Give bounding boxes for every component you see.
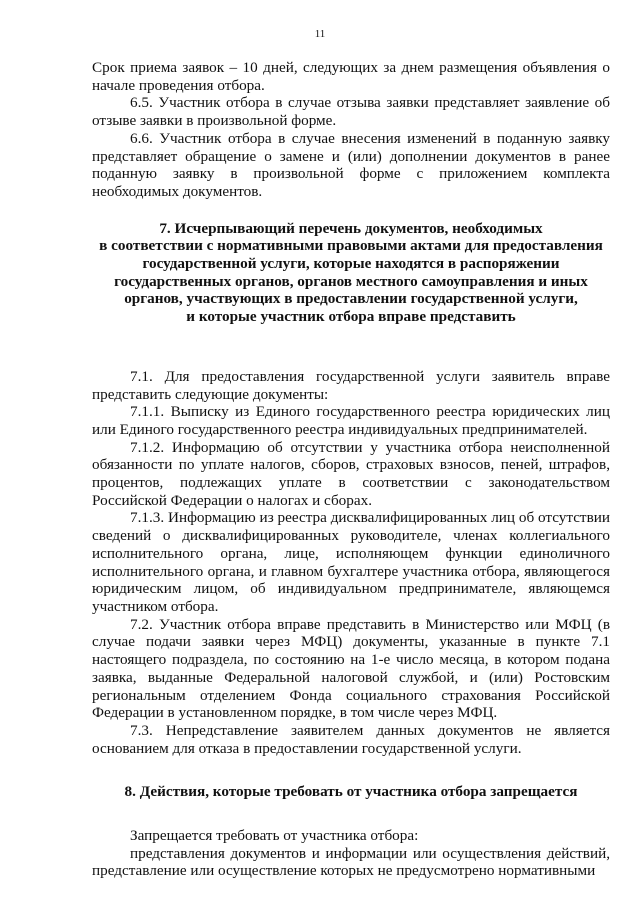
heading-line: в соответствии с нормативными правовыми актами для предоставления xyxy=(99,237,603,255)
heading-line: государственных органов, органов местного самоуправления и иных xyxy=(114,272,588,290)
heading-line: государственной услуги, которые находятся в распоряжении xyxy=(142,255,560,273)
paragraph-7-1-1: 7.1.1. Выписку из Единого государственного реестра юридических лиц или Единого государственного реестра индивидуальных предпринимателей. xyxy=(92,403,610,438)
paragraph-7-1-2: 7.1.2. Информацию об отсутствии у участника отбора неисполненной обязанности по уплате налогов, сборов, страховых взносов, пеней, штрафов, процентов, подлежащих уплате в соответствии с законодательством Российской Федерации о налогах и сборах. xyxy=(92,438,610,509)
heading-line: органов, участвующих в предоставлении государственной услуги, xyxy=(124,290,578,308)
paragraph-6-6: 6.6. Участник отбора в случае внесения изменений в поданную заявку представляет обращение о замене и (или) дополнении документов в ранее поданную заявку в произвольной форме с приложением комплекта необходимых документов. xyxy=(92,129,610,200)
heading-line: 7. Исчерпывающий перечень документов, необходимых xyxy=(159,219,543,237)
section-8-heading: 8. Действия, которые требовать от участника отбора запрещается xyxy=(124,783,578,801)
paragraph-deadline: Срок приема заявок – 10 дней, следующих за днем размещения объявления о начале проведения отбора. xyxy=(92,59,610,94)
paragraph-6-5: 6.5. Участник отбора в случае отзыва заявки представляет заявление об отзыве заявки в произвольной форме. xyxy=(92,94,610,130)
section-7-heading xyxy=(92,220,610,326)
page-number: 11 xyxy=(314,28,326,40)
paragraph-7-1: 7.1. Для предоставления государственной услуги заявитель вправе представить следующие документы: xyxy=(92,367,610,403)
paragraph-7-3: 7.3. Непредставление заявителем данных документов не является основанием для отказа в предоставлении государственной услуги. xyxy=(92,721,610,757)
heading-line: и которые участник отбора вправе представить xyxy=(186,308,516,326)
document-body xyxy=(92,59,610,880)
paragraph-8-intro: Запрещается требовать от участника отбора: xyxy=(130,827,419,845)
paragraph-7-1-3: 7.1.3. Информацию из реестра дисквалифицированных лиц об отсутствии сведений о дисквалифицированных руководителе, членах коллегиального исполнительного органа, лице, исполняющем функции единоличного исполнительного органа, и главном бухгалтере участника отбора, являющегося юридическим лицом, об индивидуальном предпринимателе, являющемся участником отбора. xyxy=(92,509,610,615)
paragraph-8-item: представления документов и информации или осуществления действий, представление или осуществление которых не предусмотрено нормативными xyxy=(92,844,610,880)
paragraph-7-2: 7.2. Участник отбора вправе представить в Министерство или МФЦ (в случае подачи заявки через МФЦ) документы, указанные в пункте 7.1 настоящего подраздела, по состоянию на 1-е число месяца, в котором подана заявка, выданные Федеральной налоговой службой, и (или) Ростовским региональным отделением Фонда социального страхования Российской Федерации в установленном порядке, в том числе через МФЦ. xyxy=(92,615,610,722)
